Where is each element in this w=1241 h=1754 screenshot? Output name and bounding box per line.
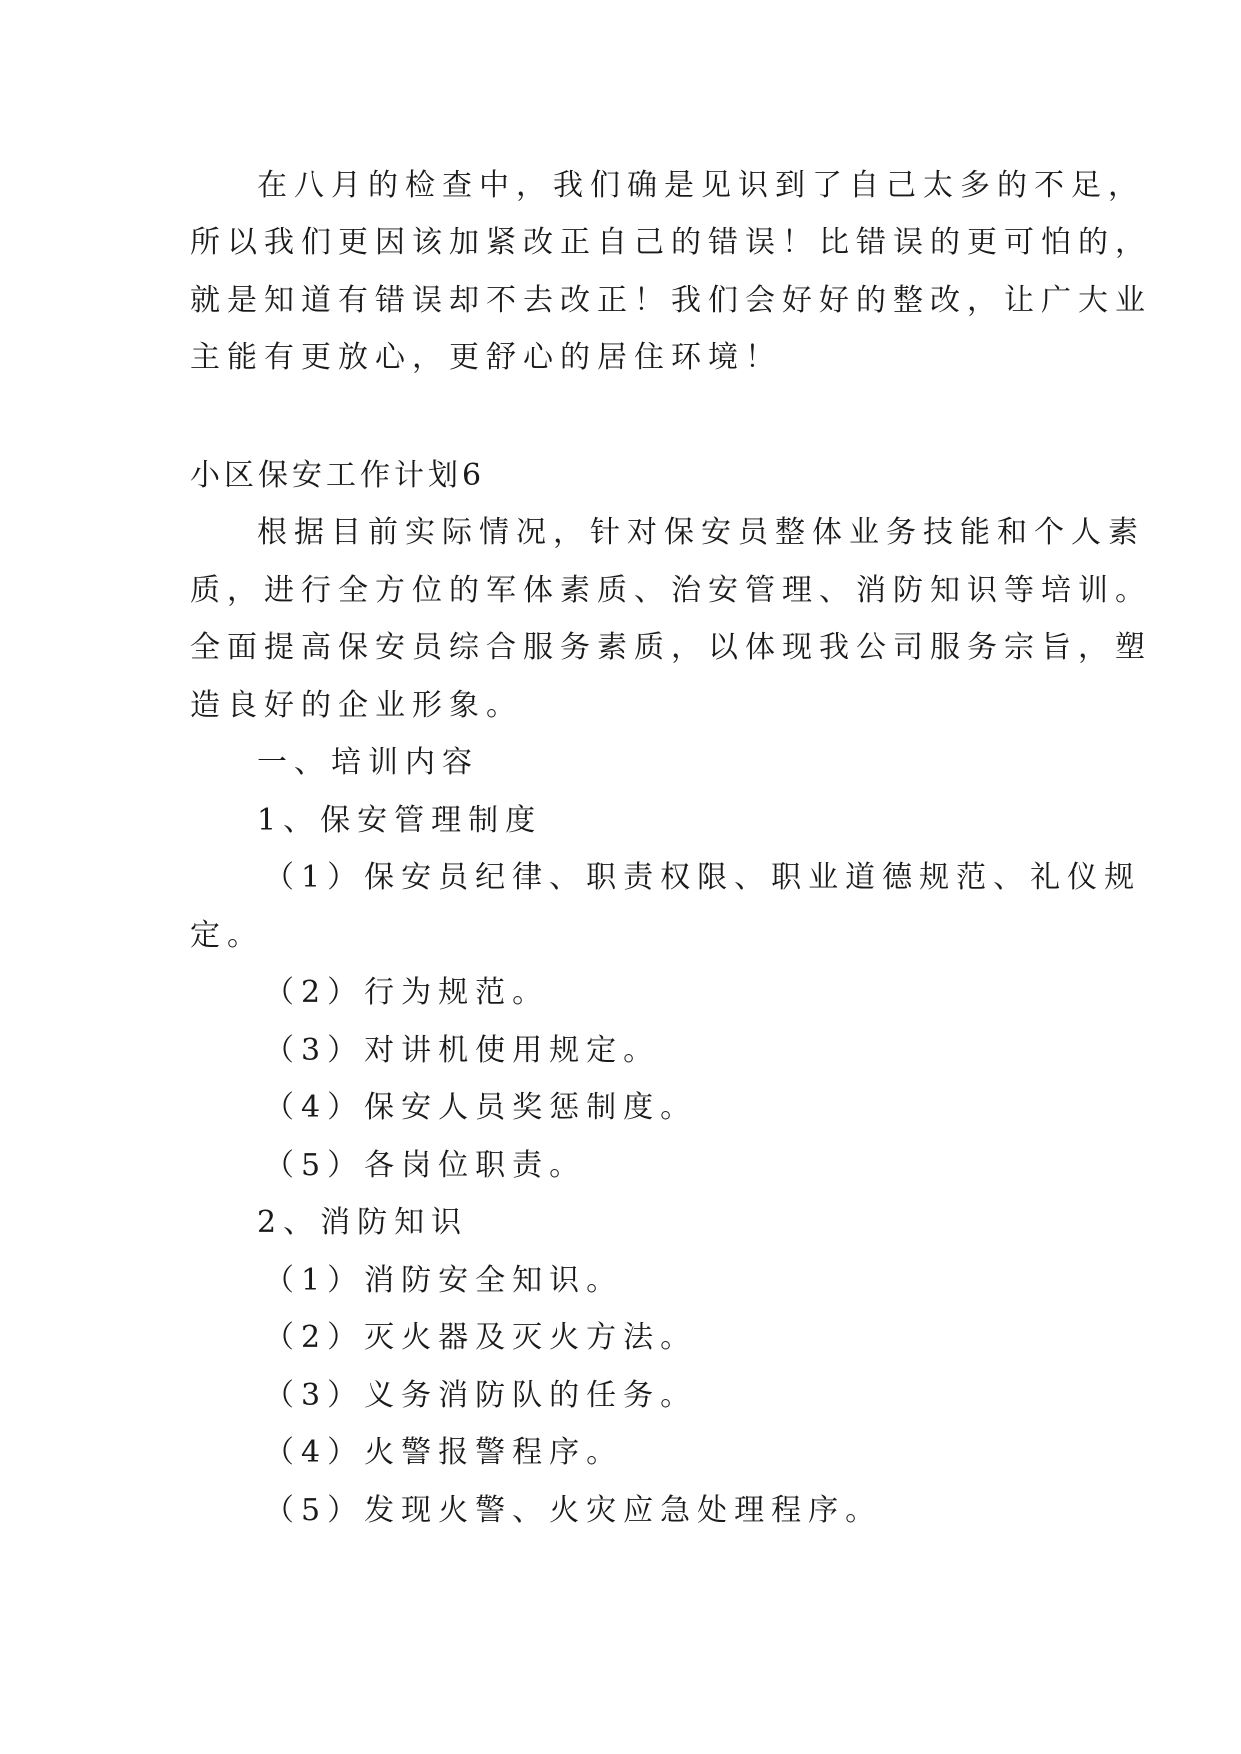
overview-line-2: 质，进行全方位的军体素质、治安管理、消防知识等培训。 — [190, 573, 1152, 608]
subsection-1-item-2: （2）行为规范。 — [264, 975, 550, 1010]
subsection-2-item-2: （2）灭火器及灭火方法。 — [264, 1320, 698, 1355]
intro-line-1: 在八月的检查中，我们确是见识到了自己太多的不足， — [257, 168, 1145, 203]
subsection-1-item-4: （4）保安人员奖惩制度。 — [264, 1090, 698, 1125]
subsection-2-heading: 2、消防知识 — [257, 1205, 469, 1240]
subsection-1-item-3: （3）对讲机使用规定。 — [264, 1033, 661, 1068]
subsection-1-item-5: （5）各岗位职责。 — [264, 1148, 587, 1183]
subsection-2-item-5: （5）发现火警、火灾应急处理程序。 — [264, 1493, 883, 1528]
section-title: 小区保安工作计划6 — [190, 458, 486, 493]
overview-line-1: 根据目前实际情况，针对保安员整体业务技能和个人素 — [257, 515, 1145, 550]
part-one-heading: 一、培训内容 — [257, 745, 479, 780]
intro-line-4: 主能有更放心，更舒心的居住环境！ — [190, 340, 782, 375]
subsection-1-item-1-line-2: 定。 — [190, 918, 264, 953]
overview-line-4: 造良好的企业形象。 — [190, 688, 523, 723]
subsection-2-item-1: （1）消防安全知识。 — [264, 1263, 624, 1298]
overview-line-3: 全面提高保安员综合服务素质，以体现我公司服务宗旨，塑 — [190, 630, 1152, 665]
intro-line-2: 所以我们更因该加紧改正自己的错误！比错误的更可怕的， — [190, 225, 1152, 260]
subsection-2-item-3: （3）义务消防队的任务。 — [264, 1378, 698, 1413]
intro-line-3: 就是知道有错误却不去改正！我们会好好的整改，让广大业 — [190, 283, 1152, 318]
subsection-1-item-1-line-1: （1）保安员纪律、职责权限、职业道德规范、礼仪规 — [264, 860, 1142, 895]
subsection-1-heading: 1、保安管理制度 — [257, 803, 543, 838]
subsection-2-item-4: （4）火警报警程序。 — [264, 1435, 624, 1470]
